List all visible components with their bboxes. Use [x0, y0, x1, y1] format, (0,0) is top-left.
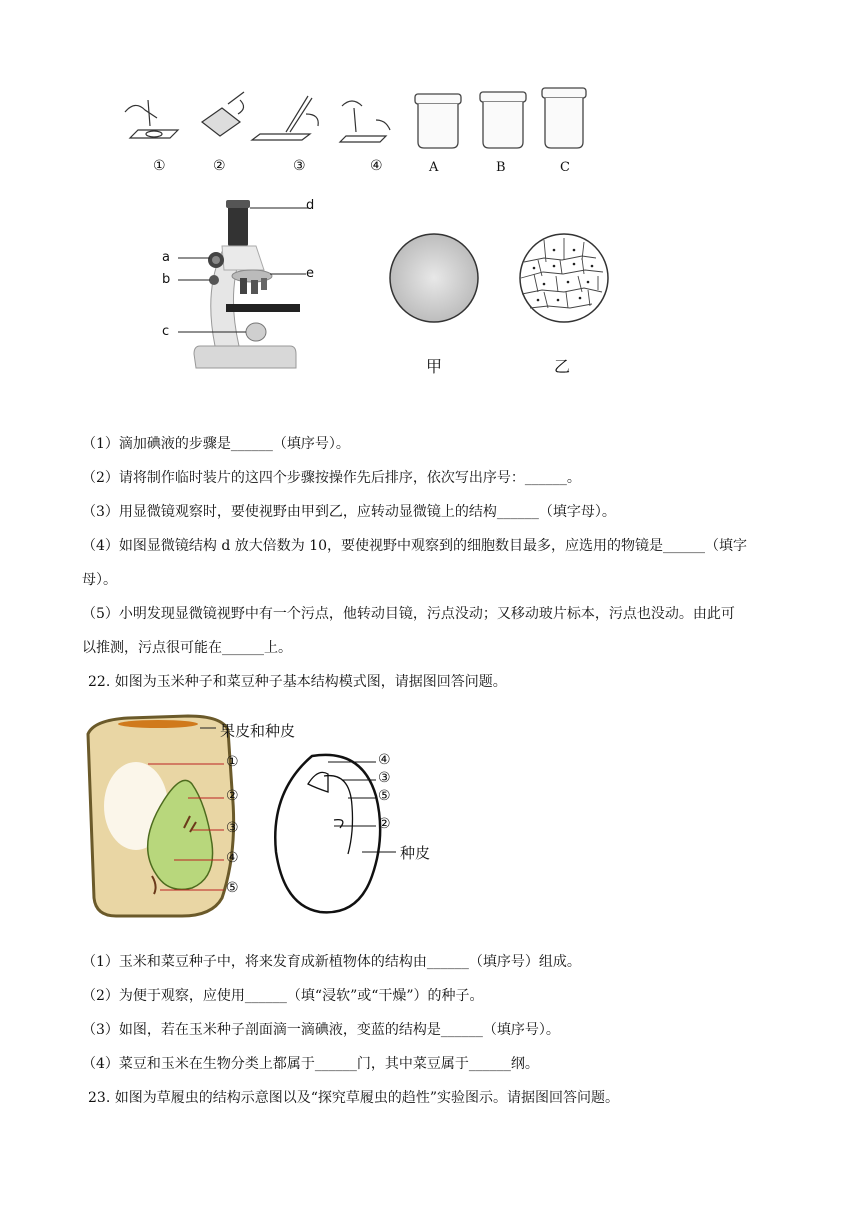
q22-title: 22. 如图为玉米种子和菜豆种子基本结构模式图，请据图回答问题。 — [88, 674, 507, 690]
figure-bean-seed — [272, 750, 452, 940]
corn-label-2: ② — [226, 788, 239, 804]
jar-label-b: B — [496, 160, 506, 175]
jar-a — [415, 94, 461, 148]
jar-c — [542, 88, 586, 148]
q21-line-6: （5）小明发现显微镜视野中有一个污点，他转动目镜，污点没动；又移动玻片标本，污点也没动。由此可 — [82, 606, 735, 622]
corn-label-pericarp: 果皮和种皮 — [220, 722, 296, 740]
step-label-1: ① — [153, 158, 166, 174]
q23-title: 23. 如图为草履虫的结构示意图以及“探究草履虫的趋性”实验图示。请据图回答问题。 — [88, 1090, 620, 1106]
microscope-label-a: a — [162, 250, 170, 265]
view-label-jia: 甲 — [426, 357, 443, 376]
step3-illustration — [252, 96, 318, 140]
q21-line-5: 母）。 — [82, 572, 117, 588]
bean-label-3: ③ — [378, 770, 391, 786]
slide-steps-drawing — [110, 92, 610, 162]
bean-label-2: ② — [378, 816, 391, 832]
step-label-2: ② — [213, 158, 226, 174]
bean-label-4: ④ — [378, 752, 391, 768]
q22-line-2: （2）为便于观察，应使用______（填“浸软”或“干燥”）的种子。 — [82, 988, 484, 1004]
microscope-label-c: c — [162, 324, 170, 339]
figure-slide-steps — [110, 92, 610, 182]
microscope-label-d: d — [306, 198, 315, 213]
views-drawing — [388, 232, 618, 332]
step-label-3: ③ — [293, 158, 306, 174]
q22-line-4: （4）菜豆和玉米在生物分类上都属于______门，其中菜豆属于______纲。 — [82, 1056, 539, 1072]
q22-line-3: （3）如图，若在玉米种子剖面滴一滴碘液，变蓝的结构是______（填序号）。 — [82, 1022, 560, 1038]
view-label-yi: 乙 — [554, 357, 571, 376]
figure-views — [388, 232, 618, 382]
q21-line-7: 以推测，污点很可能在______上。 — [82, 640, 292, 656]
step4-illustration — [340, 101, 390, 142]
step1-illustration — [125, 100, 178, 138]
step2-illustration — [202, 92, 244, 136]
q21-line-4: （4）如图显微镜结构 d 放大倍数为 10，要使视野中观察到的细胞数目最多，应选用的物镜是______（填字 — [82, 538, 748, 554]
jar-label-a: A — [429, 160, 439, 175]
corn-label-3: ③ — [226, 820, 239, 836]
jar-b — [480, 92, 526, 148]
microscope-drawing — [160, 196, 320, 386]
bean-label-seedcoat: 种皮 — [400, 844, 431, 862]
q21-line-2: （2）请将制作临时装片的这四个步骤按操作先后排序，依次写出序号：______。 — [82, 470, 581, 486]
bean-label-5: ⑤ — [378, 788, 391, 804]
q21-line-1: （1）滴加碘液的步骤是______（填序号）。 — [82, 436, 350, 452]
q21-line-3: （3）用显微镜观察时，要使视野由甲到乙，应转动显微镜上的结构______（填字母）。 — [82, 504, 616, 520]
step-label-4: ④ — [370, 158, 383, 174]
microscope-label-e: e — [306, 266, 314, 281]
figure-microscope — [160, 196, 320, 386]
microscope-label-b: b — [162, 272, 171, 287]
corn-label-5: ⑤ — [226, 880, 239, 896]
corn-label-4: ④ — [226, 850, 239, 866]
jar-label-c: C — [560, 160, 570, 175]
q22-line-1: （1）玉米和菜豆种子中，将来发育成新植物体的结构由______（填序号）组成。 — [82, 954, 581, 970]
corn-label-1: ① — [226, 754, 239, 770]
